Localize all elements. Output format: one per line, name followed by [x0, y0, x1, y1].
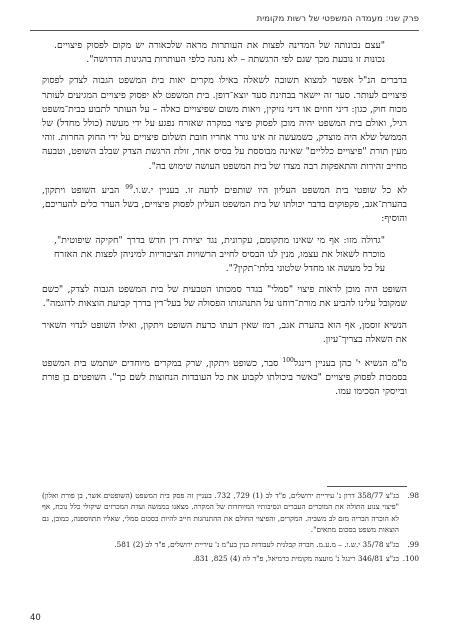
footnote-number: 100.	[402, 554, 419, 564]
footnote-text: בג"צ 358/77 דרון נ' עיריית ירושלים, פ"ד לב (1) 729, 732. בעניין זה פסק בית המשפט (השופטים אשר, בן פורת ואלון) "פיצוי צנוע התולה את המוכרים העברים ונסיבותיו המיוחדות של המקרה. מצאנו בממשה ועדת המכרזים שיקולי כלל נוכח, אף לא הוכרה הבריה מזם לב משביה. המקרים, והפיצוי החולם את ההתנהגות חייב להיות בסכום סמלי, שאליו תתווספנה, כמובן, גם הוצאות משפט בסכום מתאים".	[42, 491, 399, 535]
paragraph: השופט היה מוכן לראות פיצוי "סמלי" בגדר סמכותו הטבעית של בית המשפט הגבוה לצדק, "כשם שמקובל עלינו להביע את מורת־רוחנו על התנהגותו הפסולה של בעל־דין בדרך קביעת הוצאות לדוגמה".	[42, 284, 407, 310]
paragraph-text: מ"מ הנשיא י' כהן בעניין רינגל	[293, 358, 407, 370]
paragraph: בדברים הנ"ל אפשר למצוא תשובה לשאלה באילו מקרים יאות בית המשפט הגבוה לצדק לפסוק פיצויים לעותר. סעד זה יישאר בבחינת סעד יוצא־דופן. בית המשפט לא יפסוק פיצויים המגיעים לעותר מכוח חוק, כגון: דיני חוזים או דיני נזיקין, ויאות משום שפיצויים כאלה – על העותר לתבוע בבית־משפט רגיל, ואולם בית המשפט יהיה מוכן לפסוק פיצוי במקרה שאזרח נפגע על ידי מעשה (כולל מחדל) של הממשל שלא היה מוצדק, כשמעשה זה אינו גורר אחריו חובת תשלום פיצויים על ידי החוק החרות. זוהי מעין תורת "פיצויים כלליים" שאינה מבוססת על בסיס אחר, זולת הרגשת הצדק שבלב השופט, וטבעה מחייב זהירות והתאפקות רבה מצדו של בית המשפט העושה שימוש בה".	[42, 75, 407, 172]
footnote	[42, 539, 419, 550]
page-number: 40	[30, 613, 41, 623]
running-header	[30, 10, 419, 28]
footnote-ref[interactable]: 99	[125, 183, 133, 191]
main-text	[42, 39, 407, 407]
paragraph: הנשיא זוסמן, אף הוא בהערת אגב, רמז שאין דעתו כדעת השופט ויתקון, ואילו השופט לנדוי השאיר את השאלה בצריך־עיון.	[42, 319, 407, 345]
paragraph-text: הביע השופט ויתקון, בהערת־אגב, פקפוקים בדבר יכולתו של בית המשפט העליון לפסוק פיצויים, בשל העדר כלים להעריכם, והוסיף:	[42, 184, 407, 225]
footnotes	[42, 490, 419, 567]
footnote	[42, 553, 419, 564]
running-title: פרק שני: מעמדה המשפטי של רשות מקומית	[256, 14, 419, 24]
footnote	[42, 490, 419, 536]
block-quote: "גדולה מזו: אף מי שאינו מתקומם, עקרונית, נגד יצירת דין חדש בדרך "חקיקה שיפוטית", מוכרח לשאול את עצמו, מנין לנו הבסיס לחייב הרשויות הציבוריות למיניהן לפצות את האזרח על כל מעשה או מחדל שלטוני בלתי־תקין?".	[54, 234, 385, 274]
footnote-number: 99.	[407, 539, 419, 549]
paragraph-text: סבר, כשופט ויתקון, שרק במקרים מיוחדים ישתמש בית המשפט בסמכות לפסוק פיצויים "כאשר ביכולתו לקבוע את כל העובדות הנחוצות לשם כך". השופטים בן פורת ובייסקי הסכימו עמו.	[42, 358, 407, 398]
footnote-ref[interactable]: 100	[282, 356, 294, 364]
header-rule	[30, 30, 419, 31]
footnote-text: בג"צ 35/78 י.ש.ו. – מ.ע.מ. חברה קבלנית לעבודות בנין בע"מ נ' עיריית ירושלים, פ"ד לב (2) 581.	[114, 539, 399, 549]
footnote-text: בג"צ 346/81 רינגל נ' מועצה מקומית כרמיאל, פ"ד לה (4) 825, 831.	[192, 554, 399, 564]
footnote-number: 98.	[407, 491, 419, 500]
paragraph	[42, 354, 407, 400]
paragraph	[42, 181, 407, 227]
paragraph-text: לא כל שופטי בית המשפט העליון היו שותפים לדעה זו. בעניין י.ש.ו.	[132, 184, 407, 196]
footnote-separator	[327, 486, 407, 487]
block-quote: "עצם נכונותה של המדינה לפצות את העותרות מראה שלכאורה יש מקום לפסוק פיצויים. נכונות זו נובעת מכך שגם לפי הרגשתה – לא נהגה כלפי העותרות בהגינות הדרושה".	[54, 40, 385, 66]
